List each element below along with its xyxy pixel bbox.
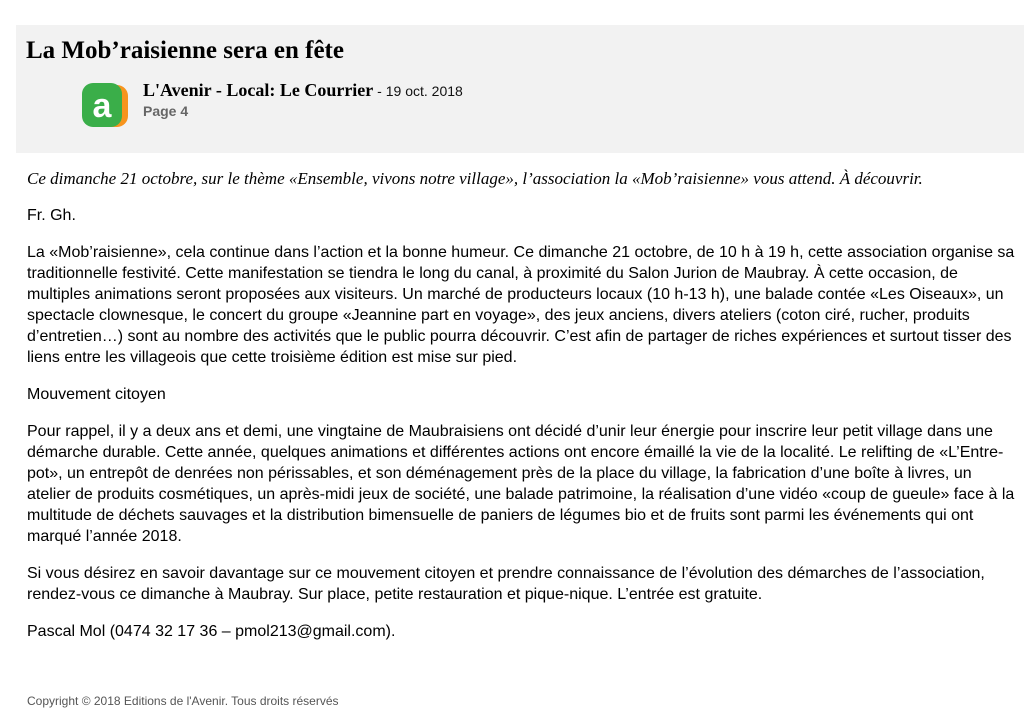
article-lead: Ce dimanche 21 octobre, sur le thème «Ensemble, vivons notre village», l’association la «Mob’raisienne» vous attend. À découvrir. bbox=[27, 169, 923, 188]
article-paragraph: Si vous désirez en savoir davantage sur ce mouvement citoyen et prendre connaissance de l’évolution des démarches de l’association, rendez-vous ce dimanche à Maubray. Sur place, petite restauration et pique-nique. L’entrée est gratuite. bbox=[27, 565, 985, 603]
source-line bbox=[143, 79, 463, 103]
page-number: Page 4 bbox=[143, 103, 189, 119]
article-header bbox=[16, 25, 1024, 153]
lavenir-logo-icon bbox=[82, 83, 128, 129]
copyright-notice: Copyright © 2018 Editions de l'Avenir. Tous droits réservés bbox=[27, 694, 339, 708]
article-paragraph: La «Mob’raisienne», cela continue dans l’action et la bonne humeur. Ce dimanche 21 octobre, de 10 h à 19 h, cette association organise sa traditionnelle festivité. Cette manifestation se tiendra le long du canal, à proximité du Salon Jurion de Maubray. À cette occasion, de multiples animations seront proposées aux visiteurs. Un marché de producteurs locaux (10 h-13 h), une balade contée «Les Oiseaux», un spectacle clownesque, le concert du groupe «Jeannine part en voyage», des jeux anciens, divers ateliers (coton ciré, rucher, produits d’entretien…) sont au nombre des activités que le public pourra découvrir. C’est afin de partager de riches expériences et surtout tisser des liens entre les villageois que cette troisième édition est mise sur pied. bbox=[27, 244, 1015, 366]
article-paragraph: Pour rappel, il y a deux ans et demi, une vingtaine de Maubraisiens ont décidé d’unir leur énergie pour inscrire leur petit village dans une démarche durable. Cette année, quelques animations et différentes actions ont encore émaillé la vie de la localité. Le relifting de «L’Entre-pot», un entrepôt de denrées non périssables, et son déménagement près de la place du village, la fabrication d’une boîte à livres, un atelier de produits cosmétiques, un après-midi jeux de société, une balade patrimoine, la réalisation d’une vidéo «coup de gueule» face à la multitude de déchets sauvages et la distribution bimensuelle de paniers de légumes bio et de fruits sont parmi les événements qui ont marqué l’année 2018. bbox=[27, 423, 1015, 545]
publication-date: 19 oct. 2018 bbox=[385, 83, 463, 99]
article-byline: Fr. Gh. bbox=[27, 207, 76, 224]
source-separator: - bbox=[373, 83, 386, 99]
article-title: La Mob’raisienne sera en fête bbox=[26, 37, 344, 64]
article-body bbox=[27, 168, 1017, 658]
source-name: L'Avenir - Local: Le Courrier bbox=[143, 80, 374, 100]
logo-letter: a bbox=[92, 87, 112, 125]
article-contact: Pascal Mol (0474 32 17 36 – pmol213@gmail.com). bbox=[27, 623, 396, 640]
article-subheading: Mouvement citoyen bbox=[27, 386, 166, 403]
